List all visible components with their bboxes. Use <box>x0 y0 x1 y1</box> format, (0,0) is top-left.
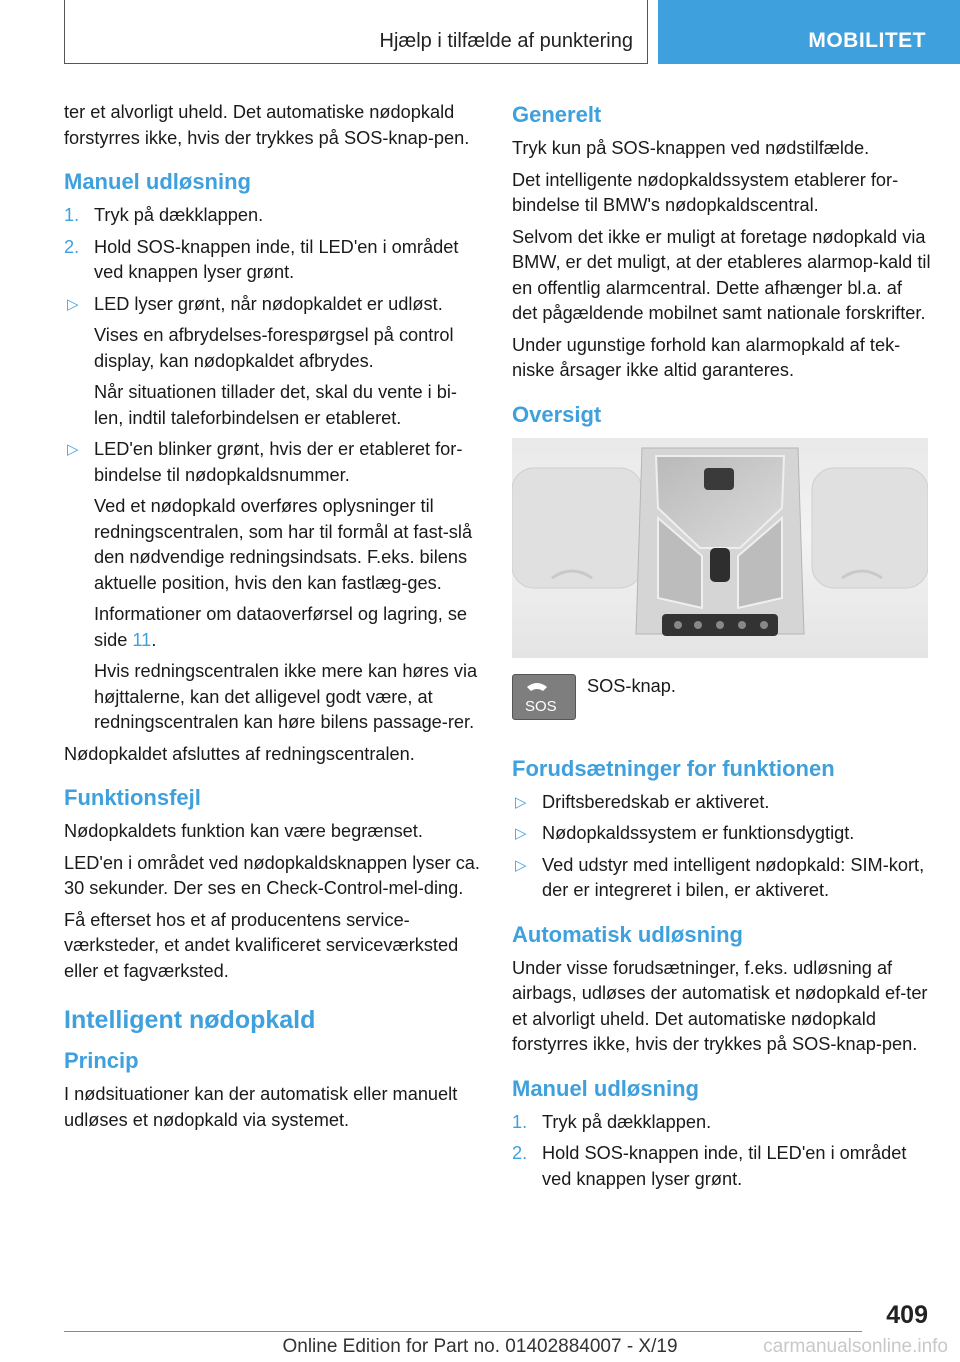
bullet-subtext: Hvis redningscentralen ikke mere kan høres via højttalerne, kan det alligevel godt være, at redningscentralen kan høre bilens passage-rer. <box>94 661 478 732</box>
fault-heading: Funktionsfejl <box>64 785 201 810</box>
prereq-heading: Forudsætninger for funktionen <box>512 755 835 781</box>
page-link[interactable]: 11 <box>132 629 152 650</box>
step-text: Tryk på dækklappen. <box>94 205 264 225</box>
triangle-bullet-icon: ▷ <box>515 825 527 842</box>
end-paragraph: Nødopkaldet afsluttes af redningscentralen. <box>64 743 415 764</box>
subtext-prefix: Informationer om dataoverførsel og lagring, se side <box>94 604 468 650</box>
step-item <box>512 1141 932 1192</box>
running-header <box>64 0 648 64</box>
step-text: Tryk på dækklappen. <box>542 1111 712 1132</box>
intro-paragraph: ter et alvorligt uheld. Det automatiske nødopkald forstyrres ikke, hvis der trykkes på SOS-knap-pen. <box>64 102 470 148</box>
principle-heading: Princip <box>64 1048 139 1073</box>
result-bullet <box>64 437 484 488</box>
general-paragraph: Det intelligente nødopkaldssystem etablerer for-bindelse til BMW's nødopkaldscentral. <box>512 169 899 215</box>
chapter-tab-label: MOBILITET <box>808 29 926 52</box>
triangle-bullet-icon: ▷ <box>67 441 79 458</box>
prereq-text: Nødopkaldssystem er funktionsdygtigt. <box>542 823 855 843</box>
phone-icon <box>513 675 575 719</box>
chapter-tab[interactable] <box>658 0 960 64</box>
step-text: Hold SOS-knappen inde, til LED'en i området ved knappen lyser grønt. <box>94 236 459 282</box>
step-number: 2. <box>64 236 80 257</box>
general-heading: Generelt <box>512 102 602 127</box>
right-column <box>512 100 932 1198</box>
step-item <box>64 203 484 229</box>
overhead-console-illustration <box>512 438 928 658</box>
sos-button-icon <box>512 674 576 720</box>
bullet-subtext: Ved et nødopkald overføres oplysninger til redningscentralen, som har til formål at fast-slå den nødvendige redningsindsats. F.eks. bilens aktuelle position, hvis den kan fastlæg-ges. <box>94 496 473 593</box>
manual-heading-right: Manuel udløsning <box>512 1075 699 1101</box>
bullet-subtext: Vises en afbrydelses-forespørgsel på control display, kan nødopkaldet afbrydes. <box>94 325 454 371</box>
manual-heading-left: Manuel udløsning <box>64 169 251 194</box>
overhead-console-drawing <box>512 438 928 658</box>
fault-paragraph: Få efterset hos et af producentens service-værksteder, et andet kvalificeret serviceværksted eller et fagværksted. <box>64 909 459 981</box>
triangle-bullet-icon: ▷ <box>515 793 527 811</box>
step-number: 1. <box>64 205 80 225</box>
principle-paragraph: I nødsituationer kan der automatisk eller manuelt udløses et nødopkald via systemet. <box>64 1084 458 1130</box>
auto-heading: Automatisk udløsning <box>512 921 743 947</box>
watermark: carmanualsonline.info <box>763 1336 948 1357</box>
result-bullet <box>64 292 484 318</box>
prereq-item <box>512 821 932 847</box>
left-column <box>64 100 484 1139</box>
sos-icon-label: SOS <box>525 697 557 715</box>
step-item <box>64 235 484 286</box>
footer-rule <box>64 1331 862 1332</box>
section-title: Hjælp i tilfælde af punktering <box>379 30 633 52</box>
bullet-text: LED lyser grønt, når nødopkaldet er udløst. <box>94 293 443 314</box>
overview-heading: Oversigt <box>512 401 602 427</box>
bullet-text: LED'en blinker grønt, hvis der er etableret for-bindelse til nødopkaldsnummer. <box>94 439 463 485</box>
sos-caption: SOS-knap. <box>587 675 676 696</box>
bullet-subtext: Når situationen tillader det, skal du vente i bi-len, indtil taleforbindelsen er etableret. <box>94 382 457 428</box>
general-paragraph: Selvom det ikke er muligt at foretage nødopkald via BMW, er det muligt, at der etableres alarmop-kald til en offentlig alarmcentral. Dette afhænger bl.a. af det pågældende mobilnet samt nationale forskrifter. <box>512 226 931 323</box>
prereq-text: Driftsberedskab er aktiveret. <box>542 791 770 812</box>
prereq-item <box>512 853 932 904</box>
triangle-bullet-icon: ▷ <box>67 295 79 313</box>
step-text: Hold SOS-knappen inde, til LED'en i området ved knappen lyser grønt. <box>542 1143 907 1189</box>
auto-paragraph: Under visse forudsætninger, f.eks. udløsning af airbags, udløses der automatisk et nødopkald ef-ter et alvorligt uheld. Det automatiske nødopkald forstyrres ikke, hvis der trykkes på SOS-knap-pen. <box>512 957 928 1054</box>
step-number: 1. <box>512 1111 528 1132</box>
general-paragraph: Under ugunstige forhold kan alarmopkald af tek-niske årsager ikke altid garanteres. <box>512 334 901 380</box>
triangle-bullet-icon: ▷ <box>515 856 527 874</box>
page-number: 409 <box>886 1301 928 1329</box>
bullet-subtext <box>64 602 484 653</box>
edition-line: Online Edition for Part no. 01402884007 - X/19 <box>282 1336 678 1357</box>
prereq-text: Ved udstyr med intelligent nødopkald: SIM-kort, der er integreret i bilen, er aktiveret. <box>542 854 925 900</box>
step-number: 2. <box>512 1143 528 1163</box>
general-paragraph: Tryk kun på SOS-knappen ved nødstilfælde. <box>512 138 870 158</box>
subtext-suffix: . <box>151 629 157 650</box>
fault-paragraph: LED'en i området ved nødopkaldsknappen lyser ca. 30 sekunder. Der ses en Check-Control-mel-ding. <box>64 852 480 898</box>
fault-paragraph: Nødopkaldets funktion kan være begrænset. <box>64 821 423 841</box>
step-item <box>512 1110 932 1136</box>
sos-legend <box>512 674 932 738</box>
prereq-item <box>512 790 932 816</box>
intelligent-heading: Intelligent nødopkald <box>64 1006 316 1034</box>
